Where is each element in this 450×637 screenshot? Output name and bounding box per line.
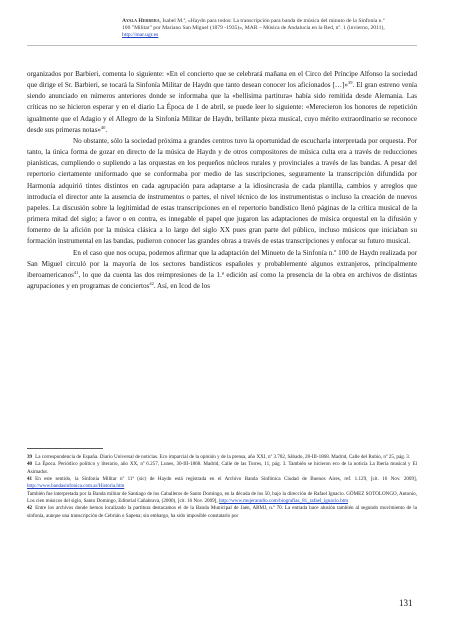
paragraph-1-text-b: . El gran estreno venía siendo anunciado en números anteriores donde se informaba que la «bellísima partitura» había sido remitida desde Alemania. Las críticas no se hicieron esperar y en el diario La Época de 1 de abril, se puede leer lo siguiente: «Merecieron los honores de repetición igualmente que el Adagio y el Allegro de la Sinfonía Militar de Haydn, brillante pieza musical, cuyo mérito extraordinario se reconoce desde sus primeras notas» — [27, 81, 417, 134]
footnote-link[interactable]: http://www.bandasinfonica.com.ar/Historia.htm — [27, 483, 125, 490]
footnote-41 — [27, 476, 417, 491]
footnote-number: 42 — [27, 505, 33, 512]
paragraph-3-text-b: , lo que da cuenta las dos reimpresiones de la 1.ª edición así como la presencia de la obra en archivos de distintas agrupaciones y en programas de conciertos — [27, 270, 417, 290]
paragraph-3 — [27, 248, 417, 293]
footnote-ref-40[interactable]: 40 — [100, 124, 106, 130]
footnote-ref-42[interactable]: 42 — [149, 280, 154, 286]
paragraph-3-text-a: En el caso que nos ocupa, podemos afirmar que la adaptación del Minueto de la Sinfonía n.º 100 de Haydn realizada por San Miguel circuló por la mayoría de los sectores bandísticos españoles y probablemente algunos extranjeros, principalmente iberoamericanos — [27, 248, 417, 279]
footnote-link[interactable]: http://www.mujeraradio.com/biografias_81_rafael_ignacio.htm — [218, 498, 349, 505]
paragraph-1-text-c: . — [105, 125, 108, 134]
footnote-ref-39[interactable]: 39 — [347, 80, 353, 86]
paragraph-1 — [27, 69, 417, 136]
body-text — [27, 69, 417, 292]
footnote-text: La correspondencia de España. Diario Universal de noticias. Eco imparcial de la opinión y de la prensa, año XXI, nº 3.782, Sábado, 28-III-1868. Madrid, Calle del Rubio, nº 25, pág. 3. — [35, 454, 411, 460]
running-head-author: Ayala Herrera — [122, 18, 160, 24]
footnote-divider — [27, 448, 103, 449]
paragraph-1-text-a: organizados por Barbieri, comenta lo siguiente: «En el concierto que se celebrará mañana en el Circo del Príncipe Alfonso la sociedad que dirige el Sr. Barbieri, se tocará la Sinfonía Militar de Haydn que tanto desean conocer los aficionados […]» — [27, 70, 417, 90]
footnote-text: En este sentido, la Sinfonía Militar nº 11ª (sic) de Haydn está registrada en el Archivo Banda Sinfónica Ciudad de Buenos Aires, ref. 1.129, [cit. 16 Nov. 2009], — [35, 476, 417, 483]
footnote-text: Entre los archivos donde hemos localizado la partitura destacamos el de la Banda Municipal de Jaén, ABMJ, n.º 70. La entrada hace alusión también al segundo movimiento de la sinfonía, aunque una transcripción de Cebrián o Sapena; sin embargo, ha sido imposible constatarlo por — [27, 505, 417, 519]
footnote-42 — [27, 505, 417, 520]
paragraph-3-text-c: . Así, en Icod de los — [153, 281, 210, 290]
running-head-link[interactable]: http://mar.ugr.es — [122, 32, 159, 39]
footnote-41-continued — [27, 491, 417, 506]
footnote-text: También fue interpretada por la Banda militar de Santiago de los Caballeros de Santo Domingo, en la década de los 50, bajo la dirección de Rafael Ignacio. GÓMEZ SOTOLONGO, Antonio, Los cien músicos del siglo, Santo Domingo, Editorial Cañabrava, (2000), [cit. 16 Nov. 2009], — [27, 490, 417, 505]
running-head — [122, 18, 390, 40]
footnote-number: 40 — [27, 461, 33, 468]
footnote-40 — [27, 461, 417, 476]
page-number: 131 — [399, 598, 413, 608]
header-divider — [27, 45, 417, 46]
running-head-text: , Isabel M.ª, «Haydn para todos: La transcripción para banda de música del minuto de la Sinfonía n.º 100 "Militar" por Mariano San Miguel (1879 -1935)», MAR – Música de Andalucía en la Red, nº. 1 (invierno, 2011), — [122, 18, 385, 32]
footnote-ref-41[interactable]: 41 — [73, 269, 79, 275]
footnote-number: 39 — [27, 454, 33, 460]
footnote-number: 41 — [27, 476, 33, 483]
footnote-text: La Época. Periódico político y literario, año XX, nº 6.257, Lunes, 30-III-1868. Madrid, Calle de las Torres, 11, pág. 3. También se hicieron eco de la noticia La Iberia musical y El Asimador. — [27, 461, 417, 475]
footnotes — [27, 454, 417, 520]
paragraph-2: No obstante, sólo la sociedad próxima a grandes centros tuvo la oportunidad de escucharla interpretada por orquesta. Por tanto, la única forma de gozar en directo de la música de Haydn y de otros compositores de música culta era a través de reducciones pianísticas, cumpliendo o supliendo a las orquestas en los pequeños núcleos rurales y provinciales a través de las bandas. A pesar del repertorio ciertamente uniformado que se conformaba por medio de las suscripciones, seguramente la transcripción difundida por Harmonía adquirió tintes distintos en cada agrupación para adaptarse a la idiosincrasia de cada plantilla, cambios y arreglos que introducía el director ante la ausencia de instrumentos o partes, el nivel técnico de los instrumentistas o incluso la creación de nuevos papeles. La discusión sobre la legitimidad de estas transcripciones en el repertorio bandístico llenó páginas de la crítica musical de la primera mitad del siglo; a favor o en contra, es innegable el papel que jugaron las adaptaciones de música orquestal en la difusión y fomento de la afición por la música clásica a lo largo del siglo XX pues gran parte del público, incluso músicos que iniciaban su formación instrumental en las bandas, pudieron conocer las grandes obras a través de estas transcripciones y enfocar su futuro musical. — [27, 136, 417, 246]
